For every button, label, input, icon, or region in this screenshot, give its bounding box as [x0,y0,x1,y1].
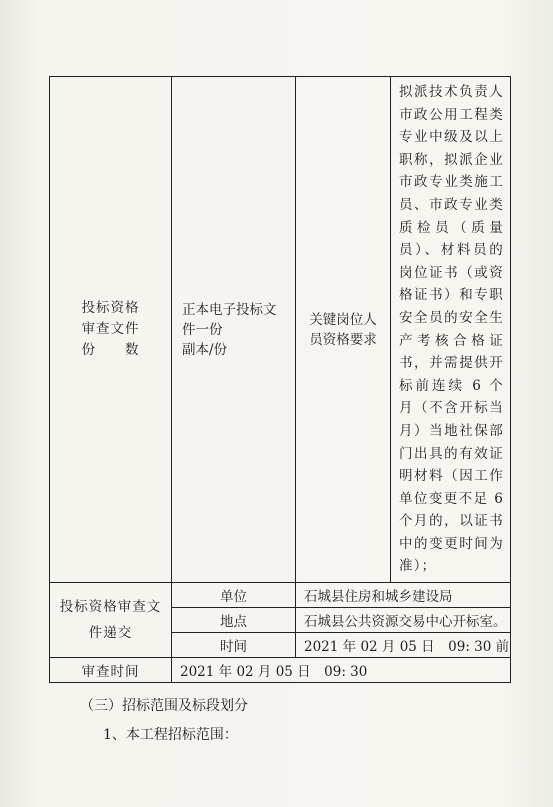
copies-line: 正本电子投标文 [182,301,277,318]
table-row [50,77,511,583]
section-item-1: 1、本工程招标范围： [103,727,238,743]
submission-key-location: 地点 [172,608,296,633]
copies-line: 副本/份 [182,341,228,358]
qualification-table [49,76,511,683]
review-time-label: 审查时间 [50,658,172,683]
label-line: 份 数 [81,342,140,359]
label-cell-qualification-copies [50,77,172,583]
requirement-text: 拟派技术负责人市政公用工程类专业中级及以上职称，拟派企业市政专业类施工员、市政专业类质检员（质量员）、材料员的岗位证书（或资格证书）和专职安全员的安全生产考核合格证书，并需提供开标前连续 6 个月（不含开标当月）当地社保部门出具的有效证明材料（因工作单位变更不足 6 个月的，以证书中的变更时间为准）； [399,84,504,575]
submission-key-unit: 单位 [172,583,296,608]
key-personnel-label-cell [296,77,391,583]
copies-cell [172,77,296,583]
table-row [50,658,511,683]
key-personnel-requirement-cell [391,77,511,583]
submission-key-time: 时间 [172,633,296,658]
review-time-value: 2021 年 02 月 05 日 09: 30 [172,658,511,683]
submission-value-location: 石城县公共资源交易中心开标室。 [296,608,511,633]
label-line: 件递交 [88,625,133,642]
label-line: 审查文件 [81,321,140,338]
submission-value-unit: 石城县住房和城乡建设局 [296,583,511,608]
section-heading: （三）招标范围及标段划分 [80,698,248,714]
key-label-line: 关键岗位人 [309,311,377,328]
submission-label-cell [50,583,172,658]
copies-line: 件一份 [182,321,223,338]
table-row [50,583,511,608]
key-label-line: 员资格要求 [309,331,377,348]
label-line: 投标资格 [81,300,140,317]
label-line: 投标资格审查文 [59,599,162,616]
submission-value-time: 2021 年 02 月 05 日 09: 30 前 [296,633,511,658]
